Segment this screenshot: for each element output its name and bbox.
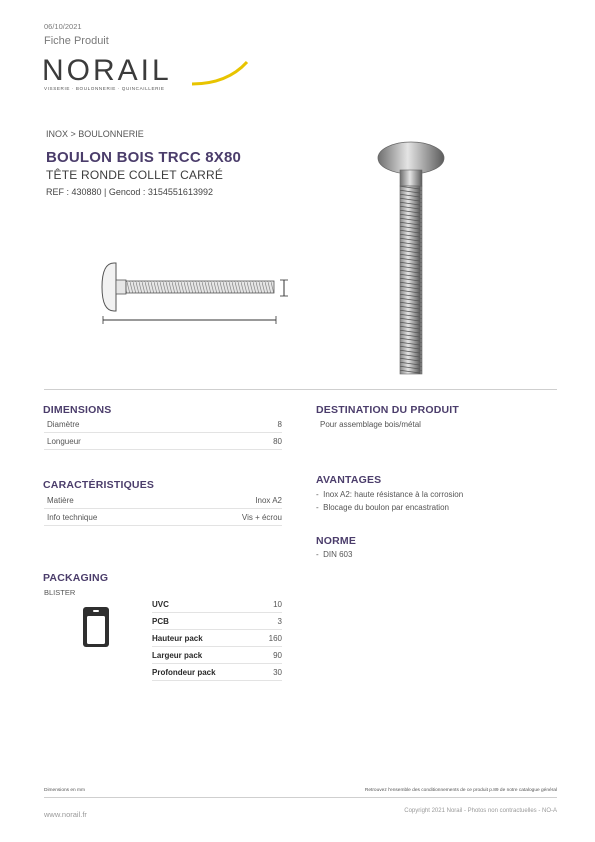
bolt-side-view-drawing [100, 258, 295, 328]
avantages-list [316, 488, 463, 514]
product-title: BOULON BOIS TRCC 8X80 [46, 149, 242, 166]
table-row [152, 647, 282, 664]
product-subtitle: TÊTE RONDE COLLET CARRÉ [46, 168, 224, 182]
section-divider [44, 389, 557, 390]
row-label: Longueur [47, 436, 81, 446]
destination-heading: DESTINATION DU PRODUIT [316, 404, 460, 416]
destination-text: Pour assemblage bois/métal [320, 420, 421, 429]
dimensions-table [44, 416, 282, 450]
row-value: 160 [268, 633, 282, 643]
list-item: - Blocage du boulon par encastration [316, 503, 449, 512]
table-row [152, 664, 282, 681]
row-label: Profondeur pack [152, 667, 216, 677]
breadcrumb: INOX > BOULONNERIE [46, 129, 144, 139]
packaging-table [152, 596, 282, 681]
table-row [44, 492, 282, 509]
logo-wordmark: NORAIL [42, 54, 172, 87]
dimensions-note: Dimensions en mm [44, 788, 86, 793]
row-label: PCB [152, 616, 169, 626]
row-value: 90 [273, 650, 282, 660]
table-row [44, 509, 282, 526]
packaging-type: BLISTER [44, 588, 76, 597]
row-label: UVC [152, 599, 169, 609]
row-label: Largeur pack [152, 650, 203, 660]
document-date: 06/10/2021 [44, 22, 82, 31]
row-value: 30 [273, 667, 282, 677]
table-row [152, 596, 282, 613]
document-type: Fiche Produit [44, 35, 109, 47]
logo-swoosh [192, 62, 247, 84]
footer-divider [44, 797, 557, 798]
list-item: - DIN 603 [316, 550, 353, 559]
row-value: 80 [273, 436, 282, 446]
catalogue-note: Retrouvez l'ensemble des conditionnements de ce produit p.89 de notre catalogue général [364, 788, 557, 793]
list-item: - Inox A2: haute résistance à la corrosion [316, 490, 464, 499]
dimensions-heading: DIMENSIONS [43, 404, 112, 416]
table-row [152, 613, 282, 630]
row-label: Hauteur pack [152, 633, 203, 643]
bolt-product-image [376, 138, 446, 378]
packaging-heading: PACKAGING [43, 572, 109, 584]
norme-list [316, 548, 352, 561]
caracteristiques-table [44, 492, 282, 526]
table-row [152, 630, 282, 647]
row-label: Diamètre [47, 419, 80, 429]
row-label: Info technique [47, 512, 98, 522]
row-value: Inox A2 [255, 495, 282, 505]
logo-tagline: VISSERIE · BOULONNERIE · QUINCAILLERIE [44, 86, 165, 91]
avantages-heading: AVANTAGES [316, 474, 382, 486]
website-link[interactable]: www.norail.fr [44, 810, 87, 819]
product-reference: REF : 430880 | Gencod : 3154551613992 [46, 187, 213, 197]
row-value: 3 [277, 616, 282, 626]
row-value: Vis + écrou [241, 512, 282, 522]
norail-logo [42, 54, 252, 90]
row-value: 8 [277, 419, 282, 429]
norme-heading: NORME [316, 535, 357, 547]
copyright-text: Copyright 2021 Norail - Photos non contractuelles - NO-A [404, 808, 557, 814]
row-value: 10 [273, 599, 282, 609]
caracteristiques-heading: CARACTÉRISTIQUES [43, 479, 155, 491]
row-label: Matière [47, 495, 74, 505]
table-row [44, 433, 282, 450]
table-row [44, 416, 282, 433]
blister-icon [82, 606, 110, 648]
